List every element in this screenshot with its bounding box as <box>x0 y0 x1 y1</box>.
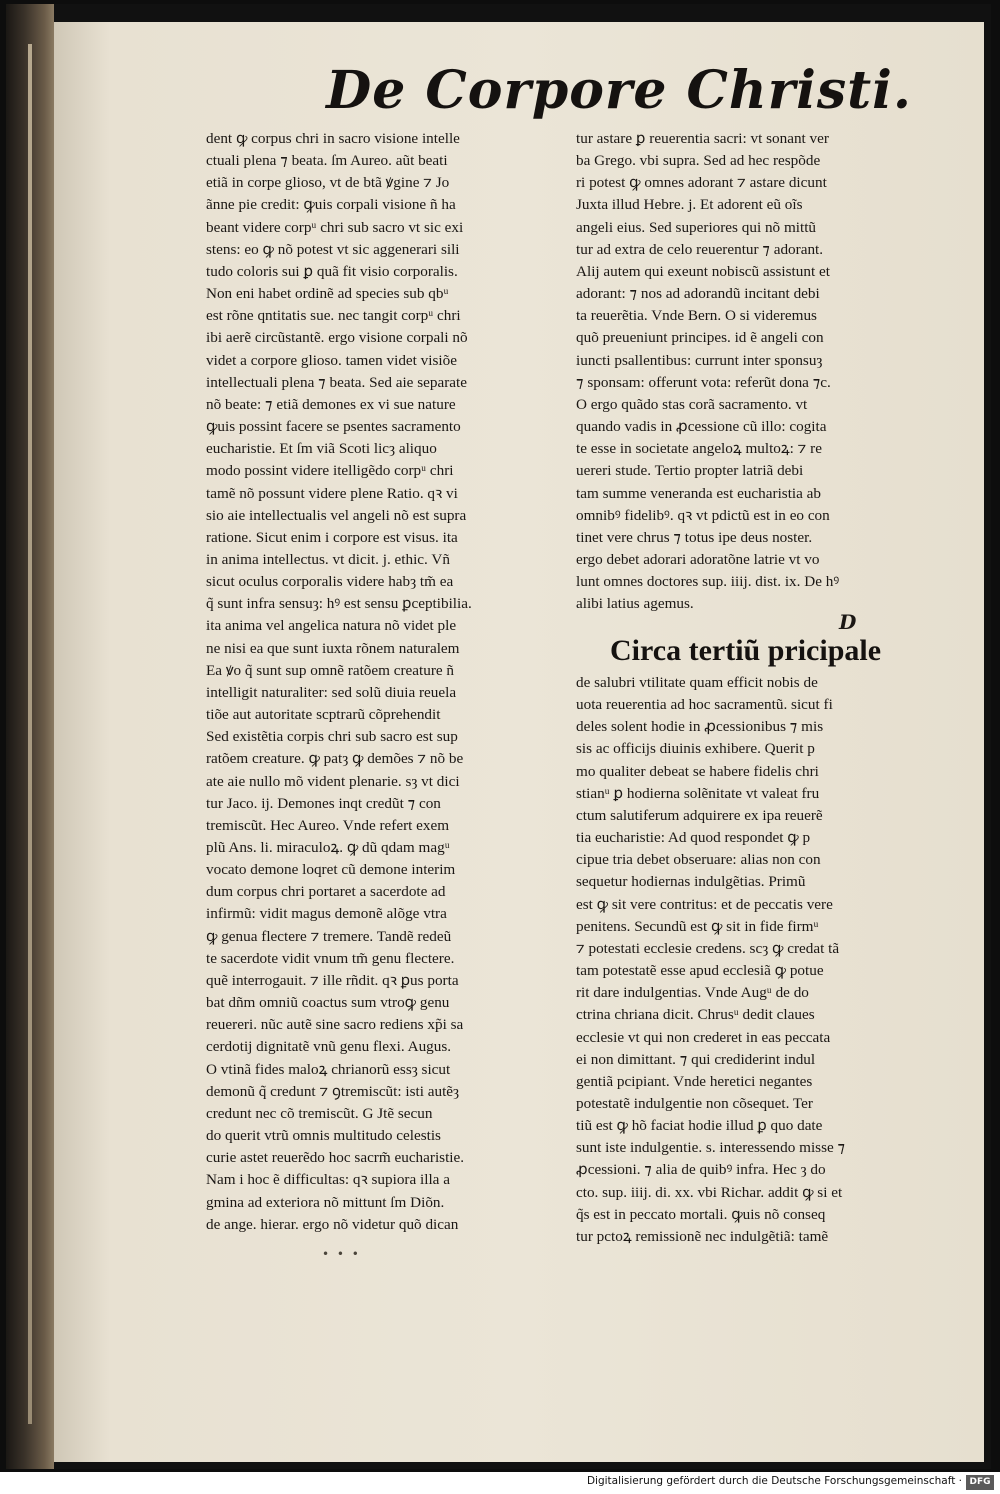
text-line: alibi latius agemus. <box>576 595 694 613</box>
text-line: quando vadis in ꝓcessione cũ illo: cogita <box>576 418 827 436</box>
right-text-column-bottom <box>576 672 926 1248</box>
text-line: quõ preueniunt principes. id ẽ angeli con <box>576 329 824 347</box>
text-line: stianᵘ ꝑ hodierna solẽnitate vt valeat fru <box>576 784 820 802</box>
text-line: ate aie nullo mõ vident plenarie. sȝ vt dici <box>206 772 460 790</box>
text-line: reuereri. nũc autẽ sine sacro rediens xp̃i sa <box>206 1016 464 1034</box>
text-line: cto. sup. iiij. di. xx. vbi Richar. addit ꝙ si et <box>576 1183 843 1201</box>
scanned-book-spread <box>6 4 991 1469</box>
text-line: Sed existẽtia corpis chri sub sacro est sup <box>206 728 458 746</box>
text-line: ctuali plena ⁊ beata. ſm Aureo. aũt beati <box>206 152 448 170</box>
text-line: ⁊ sponsam: offerunt vota: referũt dona ⁊c. <box>576 373 831 391</box>
text-line: gmina ad exteriora nõ mittunt ſm Diõn. <box>206 1193 445 1211</box>
text-line: adorant: ⁊ nos ad adorandũ incitant debi <box>576 285 820 303</box>
text-line: de salubri vtilitate quam efficit nobis de <box>576 674 818 691</box>
text-line: tur pctoꝝ remissionẽ nec indulgẽtiã: tamẽ <box>576 1227 829 1245</box>
text-line: credunt nec cõ tremiscũt. G Jtẽ secun <box>206 1104 433 1122</box>
paragraph-marker: D <box>839 610 857 634</box>
text-line: ri potest ꝙ omnes adorant ⁊ astare dicunt <box>576 174 827 192</box>
text-line: ratõem creature. ꝙ patȝ ꝙ demões ⁊ nõ be <box>206 750 464 768</box>
running-header: De Corpore Christi. <box>326 60 912 121</box>
text-line: ecclesie vt qui non crederet in eas peccata <box>576 1028 831 1046</box>
text-line: Juxta illud Hebre. j. Et adorent eũ oĩs <box>576 196 803 214</box>
text-line: ita anima vel angelica natura nõ videt ple <box>206 617 457 635</box>
text-line: ibi aerẽ circũstantẽ. ergo visione corpali nõ <box>206 329 468 347</box>
text-line: potestatẽ indulgentie non cõsequet. Ter <box>576 1094 813 1112</box>
text-line: in anima intellectus. vt dicit. j. ethic. Vñ <box>206 550 450 568</box>
text-line: Nam i hoc ẽ difficultas: qꝛ supiora illa a <box>206 1171 450 1189</box>
text-line: tremiscũt. Hec Aureo. Vnde refert exem <box>206 816 450 834</box>
text-line: q̃ sunt infra sensuȝ: hꝰ est sensu ꝑceptibilia. <box>206 595 472 613</box>
text-line: tamẽ nõ possunt videre plene Ratio. qꝛ vi <box>206 484 458 502</box>
text-line: rit dare indulgentias. Vnde Augᵘ de do <box>576 984 809 1002</box>
text-line: ꝙ genua flectere ⁊ tremere. Tandẽ redeũ <box>206 927 452 945</box>
text-line: tiũ est ꝙ hõ faciat hodie illud ꝑ quo date <box>576 1117 823 1135</box>
text-line: dum corpus chri portaret a sacerdote ad <box>206 883 446 901</box>
text-line: gentiã pcipiant. Vnde heretici negantes <box>576 1072 813 1090</box>
text-line: uota reuerentia ad hoc sacramentũ. sicut fi <box>576 696 833 714</box>
text-line: cipue tria debet obseruare: alias non con <box>576 851 821 869</box>
text-line: eucharistie. Et ſm viã Scoti licȝ aliquo <box>206 440 437 458</box>
text-line: quẽ interrogauit. ⁊ ille rñdit. qꝛ ꝑus porta <box>206 971 459 989</box>
text-line: penitens. Secundũ est ꝙ sit in fide firmᵘ <box>576 917 819 935</box>
book-spine <box>6 4 54 1469</box>
spine-edge <box>28 44 32 1424</box>
text-line: tiõe aut autoritate scptrarũ cõprehendit <box>206 706 441 724</box>
text-line: tur ad extra de celo reuerentur ⁊ adorant. <box>576 240 824 258</box>
left-text-column <box>206 128 556 1236</box>
text-line: plũ Ans. li. miraculoꝝ. ꝙ dũ qdam magᵘ <box>206 839 450 856</box>
text-line: dent ꝙ corpus chri in sacro visione intelle <box>206 130 460 147</box>
funding-credit: Digitalisierung gefördert durch die Deutsche Forschungsgemeinschaft · <box>586 1475 962 1487</box>
text-line: sicut oculus corporalis videre habȝ tm̃ ea <box>206 573 454 591</box>
text-line: Non eni habet ordinẽ ad species sub qbᵘ <box>206 285 449 303</box>
text-line: ꝓcessioni. ⁊ alia de quibꝰ infra. Hec ȝ do <box>576 1161 826 1179</box>
text-line: ba Grego. vbi supra. Sed ad hec respõde <box>576 152 821 170</box>
text-line: ctum salutiferum adquirere ex ipa reuerẽ <box>576 806 823 824</box>
text-line: lunt omnes doctores sup. iiij. dist. ix. De hꝰ <box>576 573 840 591</box>
text-line: Ea ꝟo q̃ sunt sup omnẽ ratõem creature ñ <box>206 661 455 679</box>
text-line: ⁊ potestati ecclesie credens. scȝ ꝙ credat tã <box>576 939 840 957</box>
text-line: est ꝙ sit vere contritus: et de peccatis vere <box>576 895 833 913</box>
text-line: etiã in corpe glioso, vt de btã ꝟgine ⁊ Jo <box>206 174 450 192</box>
text-line: modo possint videre itelligẽdo corpᵘ chri <box>206 462 454 480</box>
text-line: sis ac officijs diuinis exhibere. Querit p <box>576 740 815 758</box>
text-line: ãnne pie credit: ꝙuis corpali visione ñ ha <box>206 196 456 214</box>
text-line: ne nisi ea que sunt iuxta rõnem naturalem <box>206 639 460 657</box>
text-line: intellectuali plena ⁊ beata. Sed aie separate <box>206 373 467 391</box>
book-page <box>54 22 984 1462</box>
dfg-logo: DFG <box>966 1475 994 1490</box>
text-line: tur astare ꝑ reuerentia sacri: vt sonant ver <box>576 130 829 147</box>
text-line: ratione. Sicut enim i corpore est visus. ita <box>206 528 458 546</box>
text-line: Alij autem qui exeunt nobiscũ assistunt et <box>576 262 830 280</box>
text-line: do querit vtrũ omnis multitudo celestis <box>206 1127 441 1145</box>
text-line: O vtinã fides maloꝝ chrianorũ essȝ sicut <box>206 1060 451 1078</box>
text-line: de ange. hierar. ergo nõ videtur quõ dican <box>206 1215 459 1233</box>
text-line: bat dñm omniũ coactus sum vtroꝙ genu <box>206 994 450 1012</box>
text-line: ta reuerẽtia. Vnde Bern. O si videremus <box>576 307 817 325</box>
text-line: cerdotij dignitatẽ vnũ genu flexi. Augus. <box>206 1038 452 1056</box>
page-footer-ornament: • • • <box>322 1247 361 1261</box>
text-line: tudo coloris sui ꝑ quã fit visio corporalis. <box>206 262 458 280</box>
text-line: beant videre corpᵘ chri sub sacro vt sic exi <box>206 218 464 236</box>
text-line: intelligit naturaliter: sed solũ diuia reuela <box>206 683 457 701</box>
text-line: deles solent hodie in ꝓcessionibus ⁊ mis <box>576 718 824 736</box>
credit-bar <box>0 1472 1000 1494</box>
text-line: stens: eo ꝙ nõ potest vt sic aggenerari sili <box>206 240 460 258</box>
text-line: uereri stude. Tertio propter latriã debi <box>576 462 804 480</box>
text-line: angeli eius. Sed superiores qui nõ mittũ <box>576 218 817 236</box>
text-line: te esse in societate angeloꝝ multoꝝ: ⁊ re <box>576 440 822 458</box>
text-line: ctrina chriana dicit. Chrusᵘ dedit claues <box>576 1006 815 1024</box>
section-heading: Circa tertiũ pricipale <box>610 634 882 667</box>
text-line: tinet vere chrus ⁊ totus ipe deus noster. <box>576 528 813 546</box>
text-line: videt a corpore glioso. tamen videt visiõe <box>206 351 457 369</box>
text-line: demonũ q̃ credunt ⁊ ꝯtremiscũt: isti autẽȝ <box>206 1082 460 1100</box>
text-line: omnibꝰ fidelibꝰ. qꝛ vt pdictũ est in eo con <box>576 506 830 524</box>
text-line: tam potestatẽ esse apud ecclesiã ꝙ potue <box>576 962 824 980</box>
text-line: tia eucharistie: Ad quod respondet ꝙ p <box>576 829 811 847</box>
text-line: vocato demone loqret cũ demone interim <box>206 861 456 879</box>
text-line: ꝙuis possint facere se psentes sacramento <box>206 418 461 436</box>
text-line: ergo debet adorari adoratõne latrie vt vo <box>576 550 820 568</box>
text-line: iuncti psallentibus: currunt inter sponsuȝ <box>576 351 823 369</box>
text-line: est rõne qntitatis sue. nec tangit corpᵘ chri <box>206 307 461 325</box>
text-line: curie astet reuerẽdo hoc sacrm̃ eucharistie. <box>206 1149 465 1167</box>
text-line: q̃s est in peccato mortali. ꝙuis nõ conseq <box>576 1205 826 1223</box>
text-line: sequetur hodiernas indulgẽtias. Primũ <box>576 873 806 891</box>
text-line: sunt iste indulgentie. s. interessendo misse ⁊ <box>576 1139 846 1157</box>
text-line: infirmũ: vidit magus demonẽ alõge vtra <box>206 905 447 923</box>
text-line: nõ beate: ⁊ etiã demones ex vi sue nature <box>206 395 456 413</box>
text-line: ei non dimittant. ⁊ qui crediderint indul <box>576 1050 816 1068</box>
text-line: sio aie intellectualis vel angeli nõ est supra <box>206 506 467 524</box>
right-text-column-top <box>576 128 926 615</box>
text-line: O ergo quãdo stas corã sacramento. vt <box>576 395 808 413</box>
text-line: mo qualiter debeat se habere fidelis chri <box>576 762 819 780</box>
text-line: tur Jaco. ij. Demones inqt credũt ⁊ con <box>206 794 441 812</box>
text-line: te sacerdote vidit vnum tm̃ genu flectere. <box>206 949 455 967</box>
text-line: tam summe veneranda est eucharistia ab <box>576 484 822 502</box>
